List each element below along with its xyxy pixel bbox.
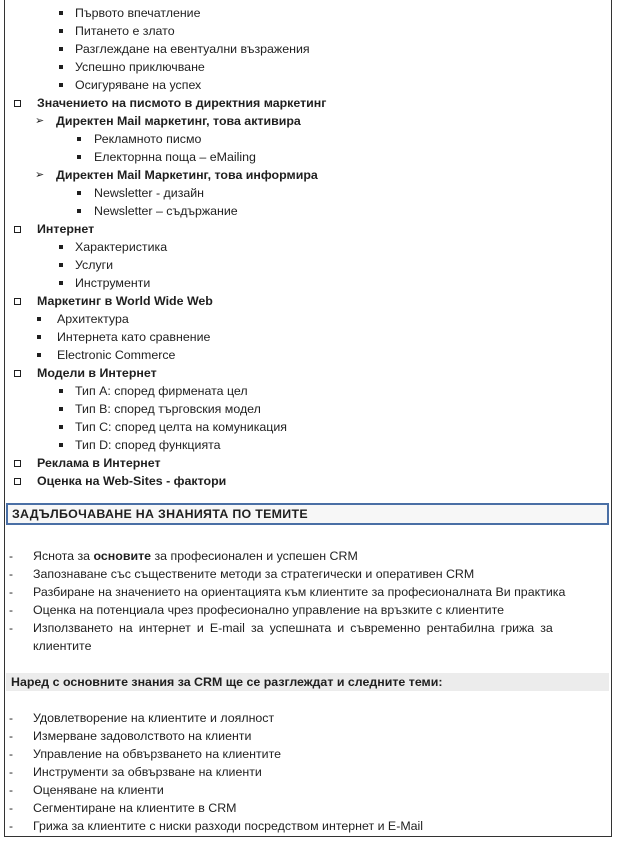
arrow-bullet-icon: ➢ (35, 169, 45, 181)
hollow-square-bullet-icon (14, 298, 21, 305)
section-heading: Маркетинг в World Wide Web (37, 294, 213, 308)
dash-bullet-icon: - (9, 549, 13, 563)
list-item: Управление на обвързването на клиентите (33, 747, 282, 761)
dash-bullet-icon: - (9, 819, 13, 833)
list-item: Грижа за клиентите с ниски разходи посредством интернет и E-Mail (33, 819, 424, 833)
list-item: Newsletter - дизайн (94, 186, 205, 200)
list-item: Electronic Commerce (57, 348, 176, 362)
subheading: Наред с основните знания за CRM ще се разглеждат и следните теми: (11, 675, 443, 689)
hollow-square-bullet-icon (14, 370, 21, 377)
list-item: Тип B: според търговския модел (75, 402, 261, 416)
square-bullet-icon (59, 443, 63, 447)
square-bullet-icon (59, 389, 63, 393)
dash-bullet-icon: - (9, 801, 13, 815)
dash-bullet-icon: - (9, 567, 13, 581)
dash-bullet-icon: - (9, 711, 13, 725)
list-item: Инструменти за обвързване на клиенти (33, 765, 262, 779)
list-item: Услуги (75, 258, 114, 272)
section-title: ЗАДЪЛБОЧАВАНЕ НА ЗНАНИЯТА ПО ТЕМИТЕ (12, 507, 308, 521)
list-item: Електорнна поща – eMailing (94, 150, 256, 164)
subsection-heading: Директен Mail маркетинг, това активира (56, 114, 301, 128)
list-item: Успешно приключване (75, 60, 205, 74)
list-item: Тип D: според функцията (75, 438, 221, 452)
list-item: Запознаване със съществените методи за стратегически и оперативен CRM (33, 567, 475, 581)
dash-bullet-icon: - (9, 765, 13, 779)
list-item: Първото впечатление (75, 6, 201, 20)
hollow-square-bullet-icon (14, 100, 21, 107)
list-item: Интернета като сравнение (57, 330, 211, 344)
square-bullet-icon (37, 353, 41, 357)
section-title-box (6, 503, 609, 525)
square-bullet-icon (77, 191, 81, 195)
dash-bullet-icon: - (9, 585, 13, 599)
list-item-continuation: клиентите (33, 639, 92, 653)
square-bullet-icon (59, 29, 63, 33)
list-item: Характеристика (75, 240, 168, 254)
hollow-square-bullet-icon (14, 478, 21, 485)
section-heading: Интернет (37, 222, 95, 236)
square-bullet-icon (77, 155, 81, 159)
square-bullet-icon (59, 407, 63, 411)
section-heading: Модели в Интернет (37, 366, 157, 380)
arrow-bullet-icon: ➢ (35, 115, 45, 127)
square-bullet-icon (59, 47, 63, 51)
square-bullet-icon (59, 425, 63, 429)
list-item: Разбиране на значението на ориентацията към клиентите за професионалната Ви практика (33, 585, 566, 599)
dash-bullet-icon: - (9, 603, 13, 617)
dash-bullet-icon: - (9, 747, 13, 761)
section-heading: Реклама в Интернет (37, 456, 161, 470)
list-item: Питането е злато (75, 24, 175, 38)
dash-bullet-icon: - (9, 783, 13, 797)
list-item: Инструменти (75, 276, 151, 290)
list-item: Архитектура (57, 312, 129, 326)
list-item: Оценяване на клиенти (33, 783, 164, 797)
section-heading: Значението на писмото в директния маркетинг (37, 96, 327, 110)
square-bullet-icon (59, 83, 63, 87)
list-item: Сегментиране на клиентите в CRM (33, 801, 237, 815)
list-item: Рекламното писмо (94, 132, 202, 146)
list-item: Оценка на потенциала чрез професионално управление на връзките с клиентите (33, 603, 505, 617)
list-item: Измерване задоволството на клиенти (33, 729, 252, 743)
square-bullet-icon (59, 281, 63, 285)
square-bullet-icon (59, 263, 63, 267)
section-heading: Оценка на Web-Sites - фактори (37, 474, 227, 488)
square-bullet-icon (77, 137, 81, 141)
list-item: Яснота за основите за професионален и успешен CRM (33, 549, 358, 563)
list-item: Разглеждане на евентуални възражения (75, 42, 310, 56)
list-item: Използването на интернет и E-mail за успешната и съвременно рентабилна грижа за (33, 621, 553, 635)
list-item: Осигуряване на успех (75, 78, 202, 92)
list-item: Newsletter – съдържание (94, 204, 238, 218)
dash-bullet-icon: - (9, 621, 13, 635)
dash-bullet-icon: - (9, 729, 13, 743)
square-bullet-icon (59, 11, 63, 15)
square-bullet-icon (37, 317, 41, 321)
square-bullet-icon (77, 209, 81, 213)
list-item: Тип A: според фирмената цел (75, 384, 248, 398)
subsection-heading: Директен Mail Маркетинг, това информира (56, 168, 318, 182)
square-bullet-icon (59, 245, 63, 249)
list-item: Тип C: според целта на комуникация (75, 420, 288, 434)
hollow-square-bullet-icon (14, 460, 21, 467)
square-bullet-icon (37, 335, 41, 339)
square-bullet-icon (59, 65, 63, 69)
hollow-square-bullet-icon (14, 226, 21, 233)
list-item: Удовлетворение на клиентите и лоялност (33, 711, 275, 725)
